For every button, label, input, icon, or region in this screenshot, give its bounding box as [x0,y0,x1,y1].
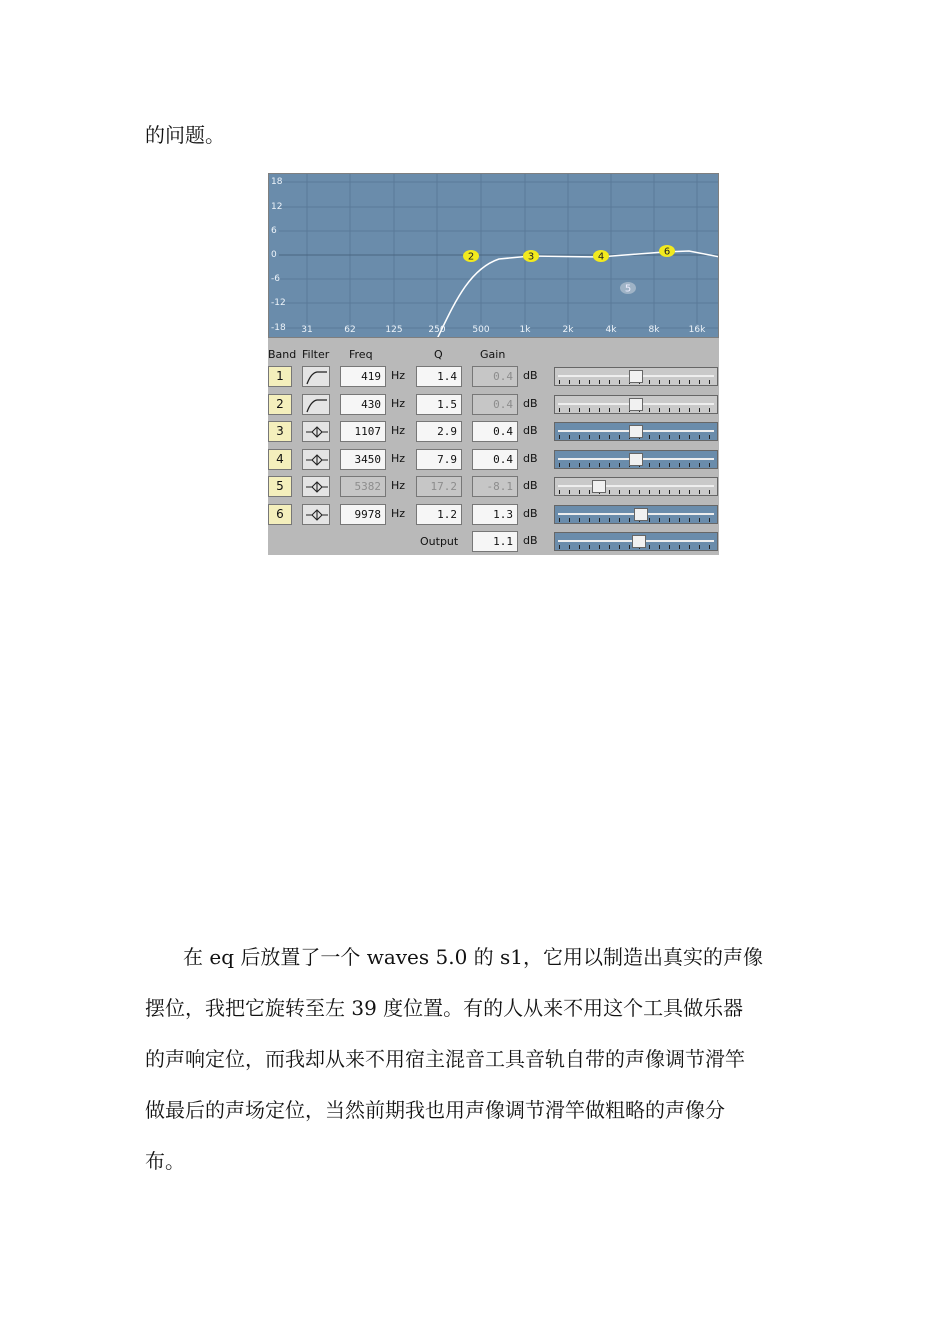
gain-field[interactable]: 0.4 [472,421,518,442]
eq-graph-svg [269,174,719,338]
gain-unit: dB [523,479,538,492]
y-label-minus12: -12 [271,298,286,308]
filter-type-button[interactable] [302,476,330,497]
gain-unit: dB [523,451,538,465]
gain-slider[interactable] [554,422,718,441]
bell-icon [303,477,329,496]
slider-knob[interactable] [629,370,643,383]
gain-field[interactable]: 0.4 [472,394,518,415]
slider-knob[interactable] [592,480,606,493]
q-field[interactable]: 2.9 [416,421,462,442]
freq-field[interactable]: 5382 [340,476,386,497]
filter-type-button[interactable] [302,504,330,525]
y-label-0: 0 [271,250,277,260]
filter-type-button[interactable] [302,449,330,470]
q-field[interactable]: 1.5 [416,394,462,415]
paragraph-line-1: 在 eq 后放置了一个 waves 5.0 的 s1，它用以制造出真实的声像 [183,945,764,969]
band-marker-4[interactable] [593,250,609,263]
slider-knob[interactable] [634,508,648,521]
header-gain: Gain [480,348,506,361]
gain-slider[interactable] [554,505,718,524]
header-q: Q [434,348,443,361]
freq-field[interactable]: 430 [340,394,386,415]
x-label-500: 500 [472,325,490,335]
x-label-62: 62 [344,325,356,335]
band-marker-5[interactable] [620,282,636,295]
filter-type-button[interactable] [302,421,330,442]
gain-field[interactable]: -8.1 [472,476,518,497]
y-label-minus18: -18 [271,323,286,333]
output-label: Output [420,535,459,548]
freq-field[interactable]: 3450 [340,449,386,470]
eq-response-graph[interactable] [268,173,719,338]
x-label-31: 31 [301,325,313,335]
marker-label: 4 [597,251,605,263]
output-unit: dB [523,534,538,547]
header-band: Band [268,348,297,361]
output-row [268,531,719,553]
band-number-button[interactable]: 5 [268,476,292,497]
header-freq: Freq [349,348,373,361]
x-label-16k: 16k [688,325,706,335]
marker-label: 6 [663,246,671,258]
y-label-6: 6 [271,226,277,236]
gain-slider[interactable] [554,367,718,386]
gain-unit: dB [523,396,538,410]
band-row [268,421,719,443]
marker-label: 3 [527,251,535,263]
filter-type-button[interactable] [302,366,330,387]
slider-track [558,485,714,487]
band-row [268,449,719,471]
freq-field[interactable]: 419 [340,366,386,387]
eq-plugin-screenshot [268,173,719,555]
paragraph-line-5: 布。 [145,1149,185,1173]
paragraph-line-4: 做最后的声场定位，当然前期我也用声像调节滑竿做粗略的声像分 [145,1098,725,1122]
x-label-4k: 4k [605,325,617,335]
band-row [268,476,719,498]
marker-label: 2 [467,251,475,263]
x-label-1k: 1k [519,325,531,335]
output-slider[interactable] [554,532,718,551]
q-field[interactable]: 7.9 [416,449,462,470]
slider-knob[interactable] [629,398,643,411]
marker-label: 5 [624,283,632,295]
filter-type-button[interactable] [302,394,330,415]
band-row [268,394,719,416]
bell-icon [303,450,329,469]
slider-knob[interactable] [629,453,643,466]
freq-unit: Hz [391,396,406,410]
band-row [268,366,719,388]
band-number-button[interactable]: 4 [268,449,292,470]
slider-knob[interactable] [629,425,643,438]
freq-field[interactable]: 9978 [340,504,386,525]
q-field[interactable]: 1.4 [416,366,462,387]
band-number-button[interactable]: 3 [268,421,292,442]
y-label-minus6: -6 [271,274,280,284]
header-filter: Filter [302,348,330,361]
freq-unit: Hz [391,424,406,437]
output-value-field[interactable]: 1.1 [472,531,518,552]
gain-slider[interactable] [554,477,718,496]
slider-ticks [559,490,713,494]
low-cut-icon [303,367,329,386]
x-label-2k: 2k [562,325,574,335]
low-cut-icon [303,395,329,414]
gain-field[interactable]: 0.4 [472,449,518,470]
x-label-125: 125 [385,325,403,335]
paragraph-line-2: 摆位，我把它旋转至左 39 度位置。有的人从来不用这个工具做乐器 [145,996,744,1020]
q-field[interactable]: 1.2 [416,504,462,525]
x-label-250: 250 [428,325,446,335]
bell-icon [303,422,329,441]
freq-unit: Hz [391,369,406,382]
gain-field[interactable]: 0.4 [472,366,518,387]
gain-unit: dB [523,369,538,382]
paragraph-line-3: 的声响定位，而我却从来不用宿主混音工具音轨自带的声像调节滑竿 [145,1047,745,1071]
band-row [268,504,719,526]
slider-knob[interactable] [632,535,646,548]
y-label-18: 18 [271,177,283,187]
gain-unit: dB [523,506,538,520]
q-field[interactable]: 17.2 [416,476,462,497]
gain-slider[interactable] [554,450,718,469]
freq-unit: Hz [391,479,406,492]
x-label-8k: 8k [648,325,660,335]
gain-unit: dB [523,424,538,437]
band-number-button[interactable]: 2 [268,394,292,415]
gain-field[interactable]: 1.3 [472,504,518,525]
freq-field[interactable]: 1107 [340,421,386,442]
bell-icon [303,505,329,524]
y-label-12: 12 [271,202,283,212]
freq-unit: Hz [391,506,406,520]
band-marker-2[interactable] [463,250,479,263]
band-number-button[interactable]: 1 [268,366,292,387]
intro-text: 的问题。 [145,123,225,147]
band-number-button[interactable]: 6 [268,504,292,525]
freq-unit: Hz [391,451,406,465]
gain-slider[interactable] [554,395,718,414]
band-marker-6[interactable] [659,245,675,258]
